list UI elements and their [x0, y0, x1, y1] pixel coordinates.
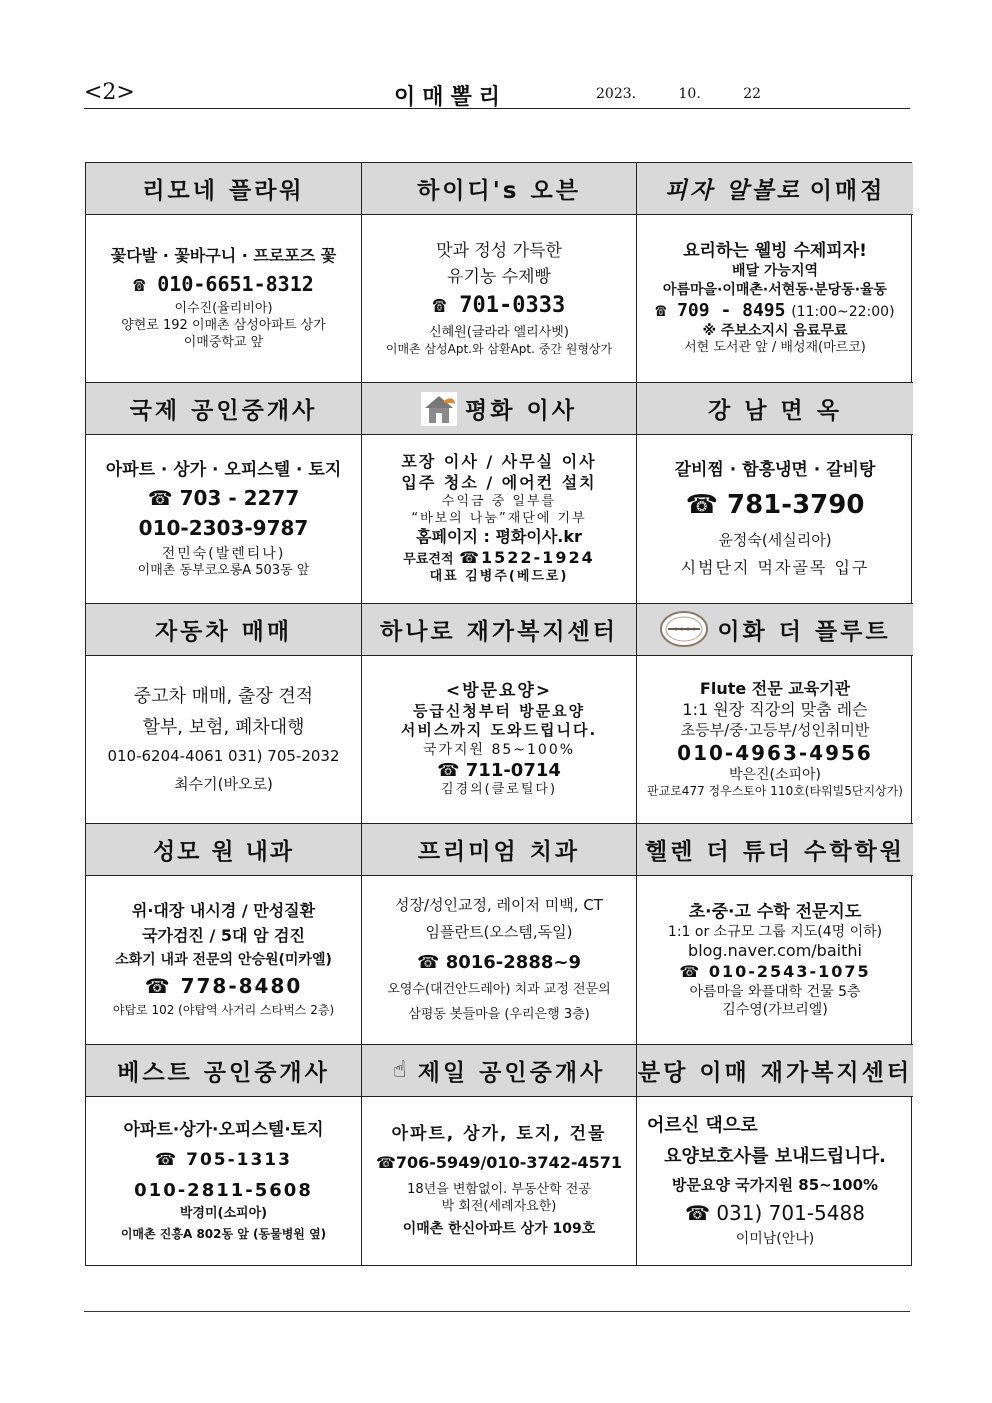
ad-contact: 이수진(율리비아) — [174, 300, 273, 316]
ad-address: 이매촌 한신아파트 상가 109호 — [402, 1221, 596, 1238]
bulletin-title: 이매뽈리 — [394, 85, 508, 110]
bulletin-date: 2023. 10. 22 — [596, 86, 762, 102]
ad-noodle — [637, 383, 913, 603]
ad-address: 이매촌 진흥A 802동 앞 (동물병원 옆) — [120, 1227, 327, 1242]
ad-title: 프리미엄 치과 — [362, 824, 636, 876]
ad-phone: ☎ 031) 701-5488 — [685, 1200, 865, 1225]
ad-address: 아름마을 와플대학 건물 5층 — [689, 983, 861, 1000]
ad-line: 아름마을·이매촌·서현동·분당동·율동 — [662, 281, 888, 298]
ad-line: 1:1 원장 직강의 맞춤 레슨 — [682, 699, 868, 719]
ad-line: 수익금 중 일부를 — [441, 493, 557, 509]
ad-line: 소화기 내과 전문의 안승원(미카엘) — [115, 951, 332, 968]
ad-title: 국제 공인중개사 — [86, 383, 361, 435]
ad-phone: ☎ 703 - 2277 — [147, 485, 300, 510]
ad-line: 초·중·고 수학 전문지도 — [688, 901, 862, 922]
ad-address: 야탑로 102 (야탑역 사거리 스타벅스 2층) — [112, 1002, 335, 1017]
ad-contact: 신혜원(글라라 엘리사벳) — [429, 324, 569, 340]
ad-title-branch: 이매점 — [809, 178, 886, 204]
ad-line: 아파트 · 상가 · 오피스텔 · 토지 — [105, 459, 342, 480]
ad-contact: 윤정숙(세실리아) — [718, 530, 832, 549]
ad-phone: ☎ 709 - 8495 — [655, 299, 786, 321]
ad-contact: 김경의(클로틸다) — [440, 782, 558, 798]
ad-title: 강 남 면 옥 — [637, 383, 913, 435]
ad-line: 아파트·상가·오피스텔·토지 — [123, 1119, 324, 1140]
ad-line: 중고차 매매, 출장 견적 — [133, 685, 314, 707]
ad-contact: 박 회전(세례자요한) — [441, 1199, 557, 1215]
ad-contact: 이미남(안나) — [735, 1230, 815, 1247]
ad-line: 국가지원 85~100% — [422, 741, 576, 758]
ad-title-text: 이화 더 플루트 — [717, 618, 891, 645]
ad-realty-best — [86, 1045, 362, 1265]
ad-title-brand: 피자 알볼로 — [664, 178, 802, 204]
ad-phone: ☎ 705-1313 — [155, 1149, 292, 1170]
ad-phone: ☎ 701-0333 — [432, 293, 566, 319]
ad-phone: 010-2303-9787 — [138, 515, 309, 540]
house-icon — [421, 392, 457, 426]
ad-line: 배달 가능지역 — [731, 263, 819, 280]
ad-phone: ☎1522-1924 — [459, 548, 595, 568]
page-header — [84, 80, 910, 110]
ad-line: 등급신청부터 방문요양 — [412, 701, 586, 720]
ad-line: <방문요양> — [445, 680, 553, 701]
ad-address: 이매촌 동부코오롱A 503동 앞 — [137, 562, 310, 578]
ad-line: 임플란트(오스템,독일) — [425, 923, 573, 942]
ad-title: 자동차 매매 — [86, 604, 361, 656]
ad-contact: 박경미(소피아) — [179, 1206, 268, 1222]
ad-address: 이매촌 삼성Apt.와 삼환Apt. 중간 원형상가 — [385, 341, 613, 356]
ad-contact: 김수영(가브리엘) — [722, 1001, 828, 1018]
ad-line: 방문요양 국가지원 85~100% — [671, 1176, 879, 1195]
ad-address: 양현로 192 이매촌 삼성아파트 상가 — [121, 317, 326, 333]
ad-line: 서비스까지 도와드립니다. — [400, 721, 598, 740]
ad-realty-jeil — [362, 1045, 637, 1265]
ad-phone: ☎ 8016-2888~9 — [417, 951, 581, 973]
ad-line: 포장 이사 / 사무실 이사 — [401, 452, 597, 472]
ad-phone: ☎706-5949/010-3742-4571 — [375, 1153, 623, 1173]
ad-flute — [637, 604, 913, 824]
ad-contact: 대표 김병주(베드로) — [429, 569, 569, 585]
ad-phone: 010-2811-5608 — [134, 1179, 313, 1201]
ad-address: 판교로477 정우스토아 110호(타워빌5단지상가) — [647, 784, 903, 799]
ad-line: 입주 청소 / 에어컨 설치 — [401, 472, 597, 492]
ad-line: 맛과 정성 가득한 — [436, 241, 562, 262]
ad-line: Flute 전문 교육기관 — [699, 679, 851, 699]
ad-title — [637, 163, 913, 215]
ad-phone-row — [403, 548, 594, 569]
ad-phone: ☎ 010-2543-1075 — [679, 961, 871, 981]
ad-grid — [85, 162, 912, 1266]
ad-hanaro — [362, 604, 637, 824]
ad-line: “바보의 나눔”재단에 기부 — [411, 510, 587, 526]
ad-line: 18년을 변함없이. 부동산학 전공 — [407, 1182, 591, 1198]
ad-contact: 최수기(바오로) — [174, 774, 273, 793]
ad-title — [362, 383, 636, 435]
ad-car — [86, 604, 362, 824]
ad-title — [362, 1045, 636, 1097]
ad-hours: (11:00~22:00) — [791, 303, 895, 320]
ad-contact: 박은진(소피아) — [728, 767, 822, 784]
ad-line: 아파트, 상가, 토지, 건물 — [391, 1124, 607, 1145]
ad-link[interactable]: blog.naver.com/baithi — [688, 941, 862, 961]
ad-contact: 전민숙(발렌티나) — [161, 545, 286, 562]
ad-phone: ☎ 781-3790 — [685, 490, 865, 521]
ad-title-text: 평화 이사 — [465, 398, 577, 425]
ad-pizza — [637, 163, 913, 383]
ad-phone: 010-6204-4061 031) 705-2032 — [107, 747, 340, 766]
ad-phone: ☎ 711-0714 — [437, 759, 561, 781]
ad-line: ※ 주보소지시 음료무료 — [702, 323, 848, 340]
ad-phone: ☎ 010-6651-8312 — [133, 271, 314, 296]
ad-website: 홈페이지 : 평화이사.kr — [416, 527, 582, 547]
ad-moving — [362, 383, 637, 603]
ad-bakery — [362, 163, 637, 383]
ad-title: 하나로 재가복지센터 — [362, 604, 636, 656]
ad-clinic — [86, 824, 362, 1044]
ad-title — [637, 604, 913, 656]
ad-title: 베스트 공인중개사 — [86, 1045, 361, 1097]
ad-bundang — [637, 1045, 913, 1265]
ad-title: 헬렌 더 튜더 수학학원 — [637, 824, 913, 876]
ad-line: 유기농 수제빵 — [447, 267, 551, 288]
ad-line: 요리하는 웰빙 수제피자! — [683, 241, 867, 262]
ad-phone-row — [655, 299, 894, 322]
flute-logo-icon — [659, 610, 709, 648]
ad-address: 이매중학교 앞 — [183, 334, 264, 350]
ad-florist — [86, 163, 362, 383]
ad-contact: 오영수(대건안드레아) 치과 교정 전문의 — [387, 982, 611, 998]
ad-label: 무료견적 — [403, 552, 454, 568]
ad-line: 어르신 댁으로 — [647, 1114, 758, 1136]
ad-title: 리모네 플라워 — [86, 163, 361, 215]
ad-address: 서현 도서관 앞 / 배성재(마르코) — [684, 340, 866, 356]
header-divider — [84, 108, 910, 109]
ad-phone: 010-4963-4956 — [677, 741, 873, 766]
ad-title: 분당 이매 재가복지센터 — [637, 1045, 913, 1097]
ad-line: 성장/성인교정, 레이저 미백, CT — [395, 895, 603, 914]
pointing-hand-icon: ☝ — [392, 1057, 410, 1084]
ad-dental — [362, 824, 637, 1044]
ad-title: 성모 원 내과 — [86, 824, 361, 876]
ad-realty-intl — [86, 383, 362, 603]
ad-title: 하이디's 오븐 — [362, 163, 636, 215]
ad-line: 꽃다발 · 꽃바구니 · 프로포즈 꽃 — [110, 245, 337, 265]
ad-address: 삼평동 봇들마을 (우리은행 3층) — [408, 1007, 590, 1023]
footer-divider — [84, 1311, 910, 1312]
ad-line: 할부, 보험, 폐차대행 — [142, 716, 305, 738]
ad-phone: ☎ 778-8480 — [144, 973, 303, 998]
ad-title-text: 제일 공인중개사 — [417, 1059, 606, 1086]
ad-math — [637, 824, 913, 1044]
ad-line: 요양보호사를 보내드립니다. — [664, 1145, 886, 1167]
ad-line: 국가검진 / 5대 암 검진 — [142, 926, 305, 945]
ad-line: 초등부/중·고등부/성인취미반 — [680, 720, 870, 739]
ad-line: 1:1 or 소규모 그룹 지도(4명 이하) — [667, 923, 883, 940]
ad-address: 시범단지 먹자골목 입구 — [680, 558, 870, 578]
ad-line: 위·대장 내시경 / 만성질환 — [131, 901, 316, 921]
page-number: <2> — [84, 80, 135, 105]
ad-line: 갈비찜 · 함흥냉면 · 갈비탕 — [674, 460, 876, 480]
